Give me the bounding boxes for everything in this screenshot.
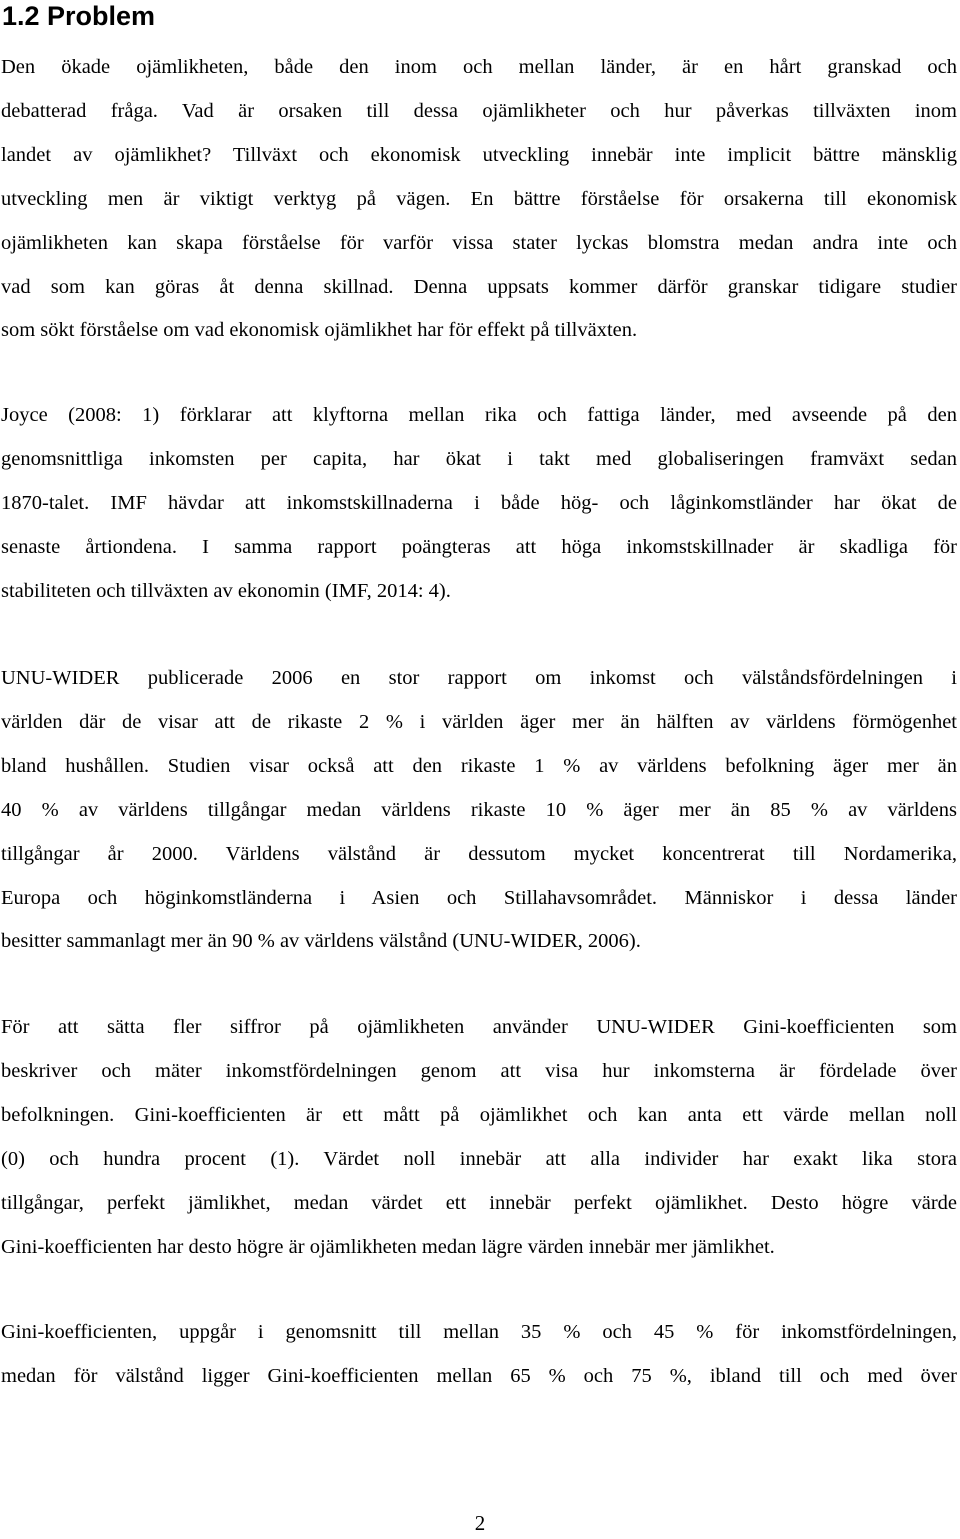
text-line: tillgångar år 2000. Världens välstånd är dessutom mycket koncentrerat till Nordamerika, <box>1 842 957 865</box>
text-line: utveckling men är viktigt verktyg på vägen. En bättre förståelse för orsakerna till ekonomisk <box>1 187 957 210</box>
text-line: Europa och höginkomstländerna i Asien och Stillahavsområdet. Människor i dessa länder <box>1 886 957 909</box>
text-line: Joyce (2008: 1) förklarar att klyftorna mellan rika och fattiga länder, med avseende på den <box>1 404 957 426</box>
text-line: tillgångar, perfekt jämlikhet, medan värdet ett innebär perfekt ojämlikhet. Desto högre värde <box>1 1191 957 1214</box>
page-number: 2 <box>474 1511 486 1535</box>
text-line: 1870-talet. IMF hävdar att inkomstskillnaderna i både hög- och låginkomstländer har ökat de <box>1 491 957 514</box>
text-line: besitter sammanlagt mer än 90 % av världens välstånd (UNU-WIDER, 2006). <box>1 930 641 953</box>
paragraph-unu-wider <box>1 657 957 964</box>
paragraph-joyce-imf <box>1 394 957 614</box>
text-line: bland hushållen. Studien visar också att den rikaste 1 % av världens befolkning äger mer än <box>1 754 957 777</box>
text-line: ojämlikheten kan skapa förståelse för varför vissa stater lyckas blomstra medan andra inte och <box>1 231 957 254</box>
text-line: världen där de visar att de rikaste 2 % i världen äger mer än hälften av världens förmögenhet <box>1 710 957 733</box>
text-line: 40 % av världens tillgångar medan världens rikaste 10 % äger mer än 85 % av världens <box>1 798 957 821</box>
text-line: debatterad fråga. Vad är orsaken till dessa ojämlikheter och hur påverkas tillväxten inom <box>1 99 957 122</box>
text-line: som sökt förståelse om vad ekonomisk ojämlikhet har för effekt på tillväxten. <box>1 319 638 342</box>
text-line: befolkningen. Gini-koefficienten är ett mått på ojämlikhet och kan anta ett värde mellan noll <box>1 1103 957 1126</box>
text-line: För att sätta fler siffror på ojämlikheten använder UNU-WIDER Gini-koefficienten som <box>1 1016 957 1038</box>
text-line: Gini-koefficienten, uppgår i genomsnitt till mellan 35 % och 45 % för inkomstfördelningen, <box>1 1321 957 1343</box>
text-line: stabiliteten och tillväxten av ekonomin (IMF, 2014: 4). <box>1 579 451 602</box>
text-line: (0) och hundra procent (1). Värdet noll innebär att alla individer har exakt lika stora <box>1 1147 957 1170</box>
paragraph-gini-values <box>1 1311 957 1399</box>
paragraph-gini-definition <box>1 1006 957 1269</box>
text-line: medan för välstånd ligger Gini-koefficienten mellan 65 % och 75 %, ibland till och med över <box>1 1364 957 1387</box>
text-line: beskriver och mäter inkomstfördelningen genom att visa hur inkomsterna är fördelade över <box>1 1059 957 1082</box>
text-line: landet av ojämlikhet? Tillväxt och ekonomisk utveckling innebär inte implicit bättre mänsklig <box>1 143 957 166</box>
text-line: genomsnittliga inkomsten per capita, har ökat i takt med globaliseringen framväxt sedan <box>1 447 957 470</box>
text-line: Gini-koefficienten har desto högre är ojämlikheten medan lägre värden innebär mer jämlikhet. <box>1 1235 775 1258</box>
text-line: Den ökade ojämlikheten, både den inom och mellan länder, är en hårt granskad och <box>1 56 957 78</box>
paragraph-problem-intro <box>1 46 957 353</box>
section-heading: 1.2 Problem <box>2 1 156 31</box>
text-line: UNU-WIDER publicerade 2006 en stor rapport om inkomst och välståndsfördelningen i <box>1 667 957 689</box>
text-line: senaste årtiondena. I samma rapport poängteras att höga inkomstskillnader är skadliga för <box>1 535 957 558</box>
text-line: vad som kan göras åt denna skillnad. Denna uppsats kommer därför granskar tidigare studier <box>1 275 957 298</box>
